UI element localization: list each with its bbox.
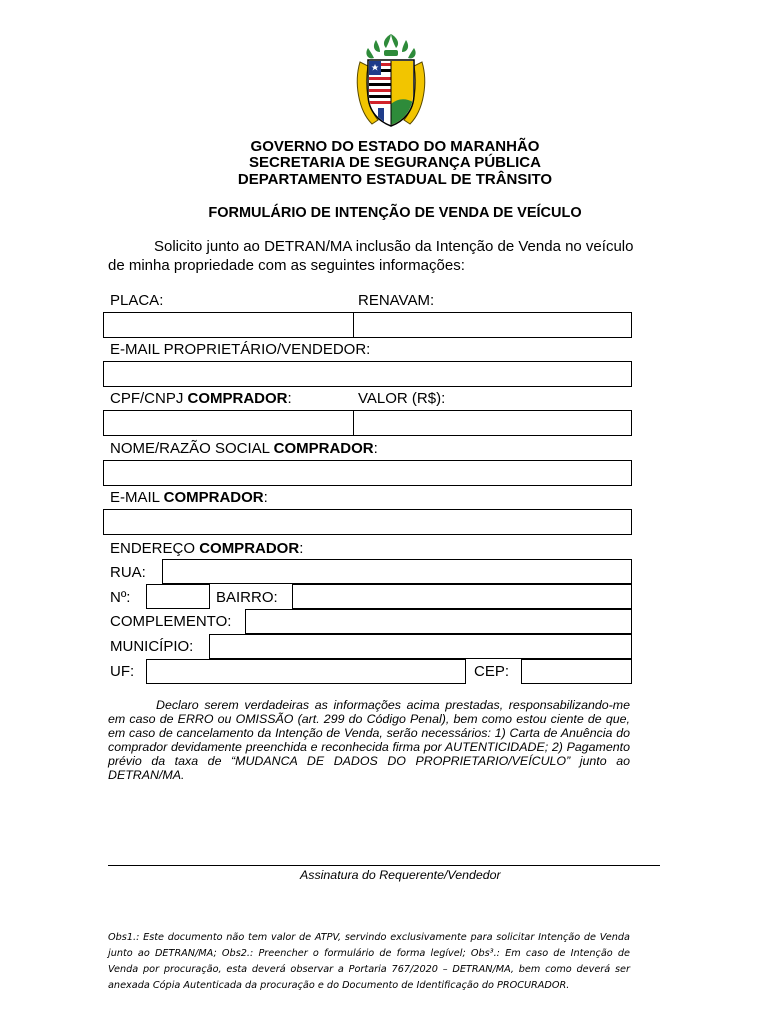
maranhao-coat-of-arms-icon [354, 32, 428, 132]
street-field[interactable] [162, 559, 632, 584]
header-line-department: DEPARTAMENTO ESTADUAL DE TRÂNSITO [237, 171, 553, 188]
valor-label: VALOR (R$): [358, 390, 446, 407]
number-label: Nº: [110, 589, 131, 606]
city-label: MUNICÍPIO: [110, 638, 194, 655]
street-label: RUA: [110, 564, 146, 581]
uf-label: UF: [110, 663, 135, 680]
email-buyer-field[interactable] [103, 509, 632, 535]
valor-field[interactable] [353, 410, 632, 436]
header-line-government: GOVERNO DO ESTADO DO MARANHÃO [250, 138, 540, 155]
signature-line[interactable] [108, 865, 660, 866]
renavam-label: RENAVAM: [358, 292, 435, 309]
bairro-label: BAIRRO: [216, 589, 278, 606]
form-title: FORMULÁRIO DE INTENÇÃO DE VENDA DE VEÍCULO [208, 205, 582, 221]
name-buyer-label: NOME/RAZÃO SOCIAL COMPRADOR: [110, 440, 378, 457]
declaration-paragraph: Declaro serem verdadeiras as informações acima prestadas, responsabilizando-me em caso de ERRO ou OMISSÃO (art. 299 do Código Penal), bem como estou ciente de que, em caso de cancelamento da Intenção de Venda, serão necessários: 1) Carta de Anuência do comprador devidamente preenchida e reconhecida firma por AUTENTICIDADE; 2) Pagamento prévio da taxa de “MUDANCA DE DADOS DO PROPRIETARIO/VEÍCULO” junto ao DETRAN/MA. [108, 698, 630, 782]
cep-label: CEP: [474, 663, 510, 680]
email-owner-label: E-MAIL PROPRIETÁRIO/VENDEDOR: [110, 341, 371, 358]
observations-note: Obs1.: Este documento não tem valor de ATPV, servindo exclusivamente para solicitar Intenção de Venda junto ao DETRAN/MA; Obs2.: Preencher o formulário de forma legível; Obs³.: Em caso de Intenção de Venda por procuração, esta deverá observar a Portaria 767/2020 – DETRAN/MA, bem como deverá ser anexada Cópia Autenticada da procuração e do Documento de Identificação do PROCURADOR. [108, 932, 630, 991]
number-field[interactable] [146, 584, 210, 609]
complement-field[interactable] [245, 609, 632, 634]
address-buyer-label: ENDEREÇO COMPRADOR: [110, 540, 304, 557]
cep-field[interactable] [521, 659, 632, 684]
intro-paragraph: Solicito junto ao DETRAN/MA inclusão da Intenção de Venda no veículo de minha propriedade com as seguintes informações: [108, 238, 634, 274]
renavam-field[interactable] [353, 312, 632, 338]
city-field[interactable] [209, 634, 632, 659]
bairro-field[interactable] [292, 584, 632, 609]
name-buyer-field[interactable] [103, 460, 632, 486]
placa-label: PLACA: [110, 292, 164, 309]
cpf-buyer-field[interactable] [103, 410, 354, 436]
placa-field[interactable] [103, 312, 354, 338]
complement-label: COMPLEMENTO: [110, 613, 232, 630]
uf-field[interactable] [146, 659, 466, 684]
email-owner-field[interactable] [103, 361, 632, 387]
signature-label: Assinatura do Requerente/Vendedor [300, 868, 501, 882]
email-buyer-label: E-MAIL COMPRADOR: [110, 489, 268, 506]
cpf-buyer-label: CPF/CNPJ COMPRADOR: [110, 390, 292, 407]
header-line-secretariat: SECRETARIA DE SEGURANÇA PÚBLICA [249, 154, 541, 171]
